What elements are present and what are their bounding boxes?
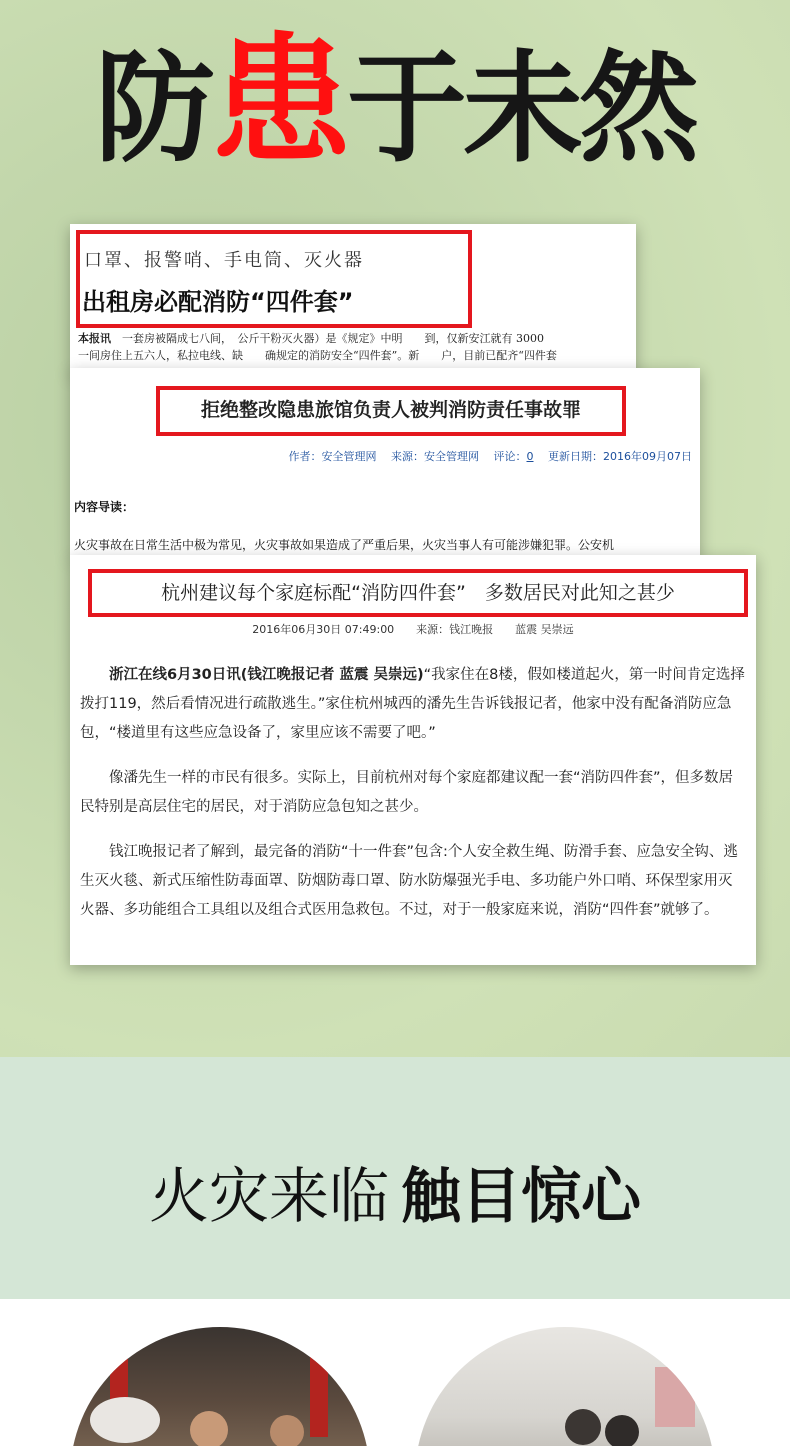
person-head: [565, 1409, 601, 1445]
paragraph: 像潘先生一样的市民有很多。实际上，目前杭州对每个家庭都建议配一套“消防四件套”，但多数居民特别是高层住宅的居民，对于消防应急包知之甚少。: [80, 770, 734, 815]
clipping-subtitle: 口罩、报警哨、手电筒、灭火器: [84, 250, 364, 271]
person-head: [270, 1415, 304, 1446]
meta-comment-count: 0: [526, 450, 534, 463]
section-band: [0, 1057, 790, 1299]
news-clipping-hotel-case: [70, 368, 700, 558]
section-title-bold: 触目惊心: [401, 1162, 641, 1232]
helmet-shape: [90, 1397, 160, 1443]
body-line: 一间房住上五六人，私拉电线、缺 确规定的消防安全“四件套”。新 户，目前已配齐“四件套: [78, 349, 557, 362]
photo-strip: [0, 1299, 790, 1446]
meta-label: 更新日期：: [548, 450, 603, 463]
person-head: [190, 1411, 228, 1446]
paragraph: 钱江晚报记者了解到，最完备的消防“十一件套”包含:个人安全救生绳、防滑手套、应急安全钩、逃生灭火毯、新式压缩性防毒面罩、防烟防毒口罩、防水防爆强光手电、多功能户外口哨、环保型家用灭火器、多功能组合工具组以及组合式医用急救包。不过，对于一般家庭来说，消防“四件套”就够了。: [80, 844, 738, 918]
person-head: [605, 1415, 639, 1446]
evacuation-photo: [415, 1327, 715, 1446]
clipping-body: [78, 330, 636, 364]
section-title-light: 火灾来临: [149, 1162, 389, 1232]
article-body: [80, 661, 746, 941]
body-line: 一套房被隔成七八间， 公斤干粉灭火器）是《规定》中明 到，仅新安江就有 3000: [122, 332, 544, 345]
news-clipping-hangzhou: [70, 555, 756, 965]
paragraph: [80, 661, 746, 748]
meta-label: 作者：: [288, 450, 322, 463]
guide-label: 内容导读：: [74, 500, 135, 514]
paragraph-lead: 浙江在线6月30日讯(钱江晚报记者 蓝震 吴崇远): [109, 667, 424, 683]
meta-date: 2016年09月07日: [603, 450, 692, 463]
meta-author: 安全管理网: [321, 450, 377, 463]
wall-poster: [655, 1367, 695, 1427]
article-meta: 2016年06月30日 07:49:00 来源：钱江晚报 蓝震 吴崇远: [252, 623, 574, 636]
paragraph-text: “我家住在8楼，假如楼道起火，第一时间肯定选择拨打119，然后看情况进行疏散逃生。”家住杭州城西的潘先生告诉钱报记者，他家中没有配备消防应急包，“楼道里有这些应急设备了，家里应该不需要了吧。”: [80, 667, 745, 741]
clipping-headline: 拒绝整改隐患旅馆负责人被判消防责任事故罪: [200, 399, 581, 421]
section-title: [0, 1149, 790, 1235]
hero-title-part-3: 于未然: [347, 40, 695, 179]
red-banner: [310, 1347, 328, 1437]
article-meta: [70, 448, 692, 464]
body-label: 本报讯: [78, 332, 111, 345]
meta-source: 安全管理网: [424, 450, 479, 463]
hero-title: [0, 21, 790, 185]
clipping-headline: 出租房必配消防“四件套”: [82, 288, 354, 316]
news-clipping-rental-safety: [70, 224, 636, 374]
clipping-body: 火灾事故在日常生活中极为常见，火灾事故如果造成了严重后果，火灾当事人有可能涉嫌犯罪。公安机: [74, 538, 615, 552]
hero-title-part-1: 防: [94, 40, 211, 179]
meta-label: 评论：: [493, 450, 527, 463]
clipping-headline: 杭州建议每个家庭标配“消防四件套” 多数居民对此知之甚少: [161, 582, 675, 604]
fire-scene-photo: [70, 1327, 370, 1446]
meta-label: 来源：: [391, 450, 424, 463]
hero-title-accent: 患: [210, 21, 347, 184]
